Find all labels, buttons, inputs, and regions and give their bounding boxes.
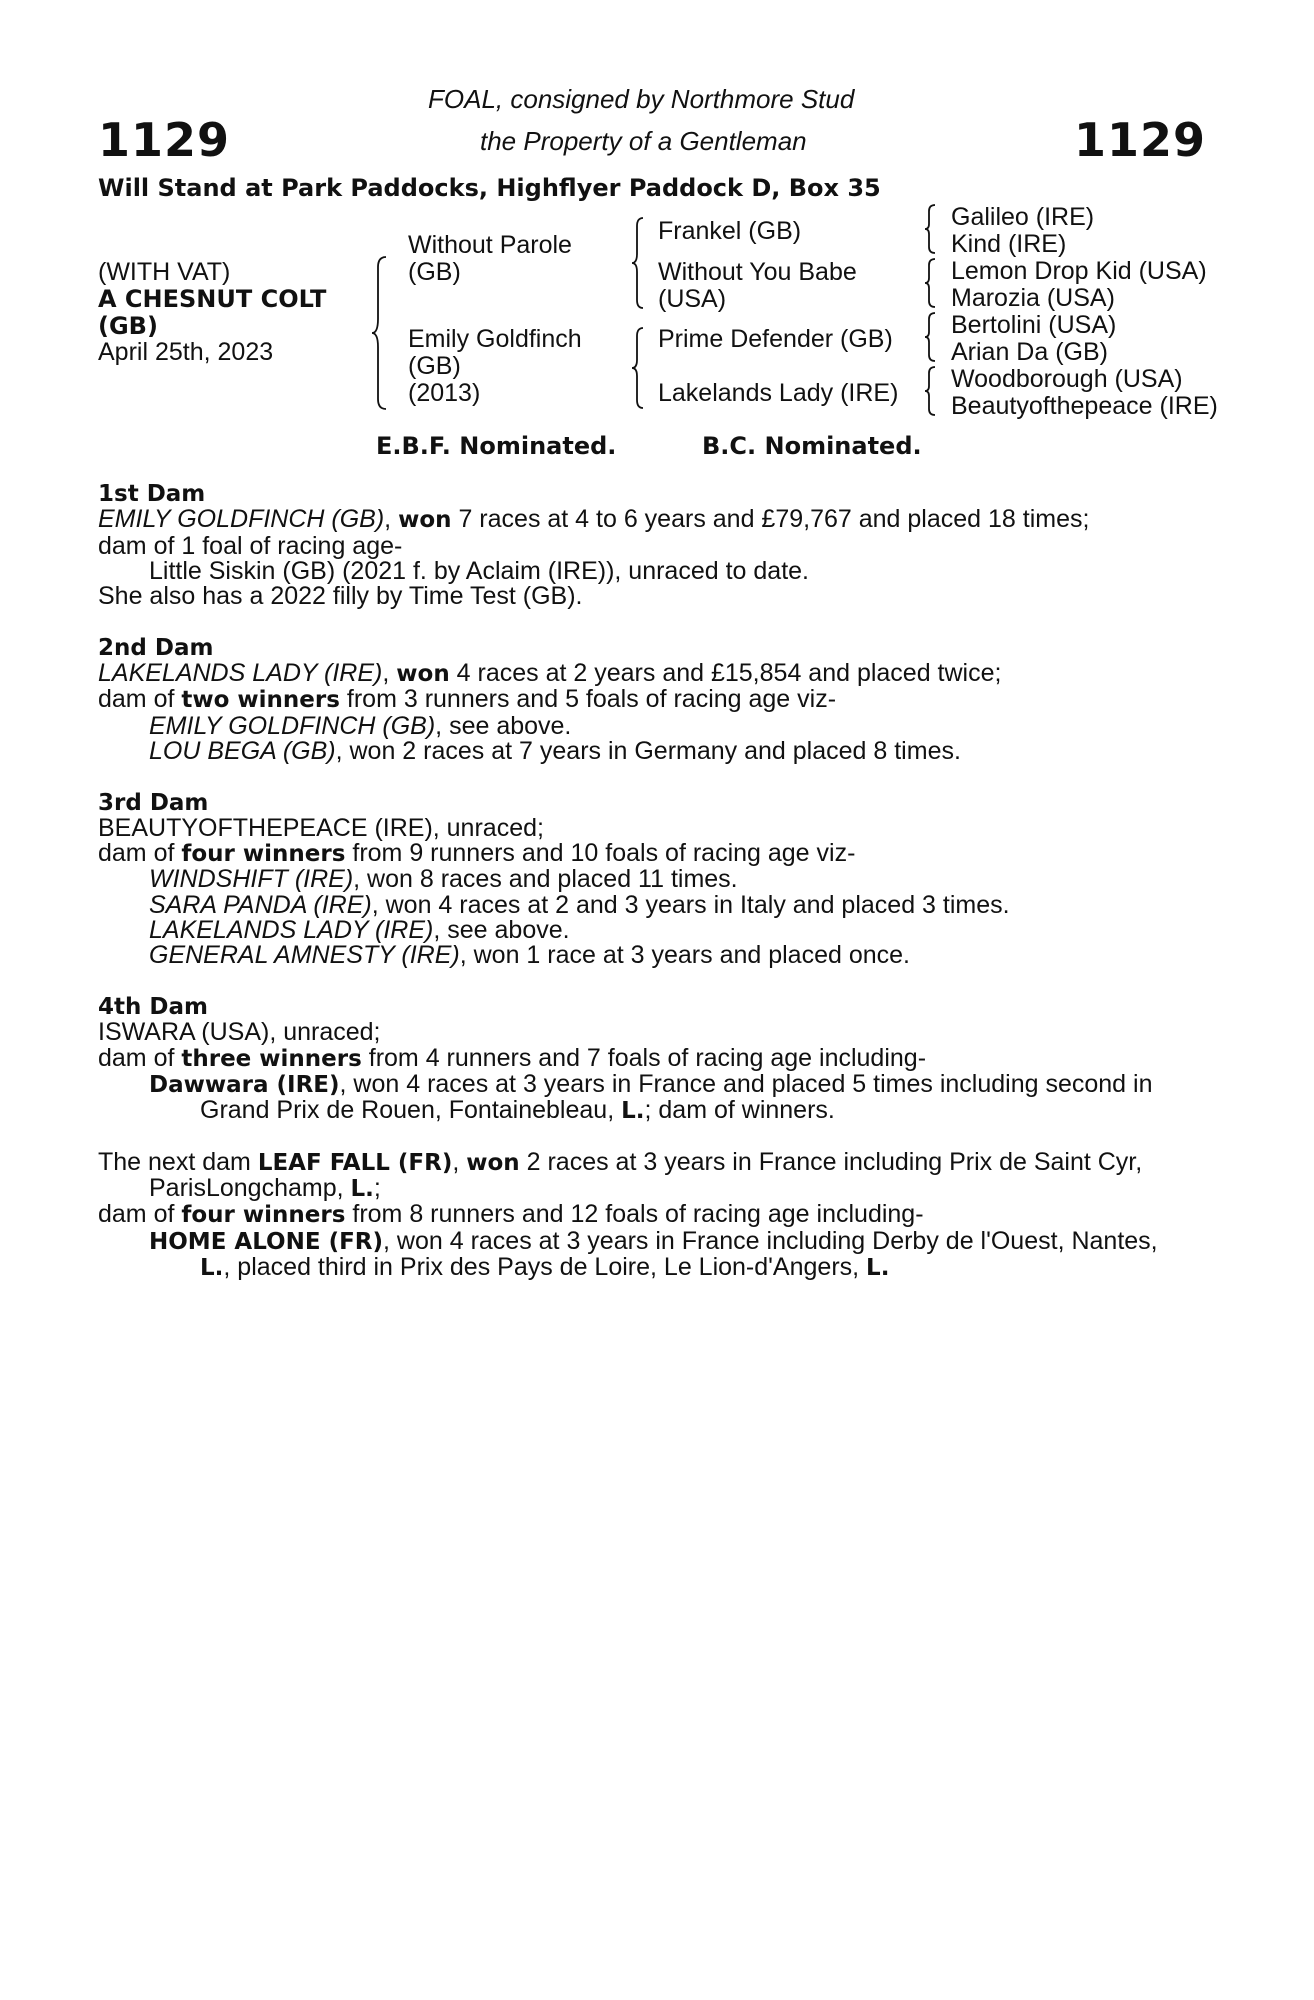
dam-year: (2013) [408, 379, 481, 407]
consignor-line: FOAL, consigned by Northmore Stud [428, 84, 855, 114]
fourth-dam-heading: 4th Dam [98, 993, 208, 1020]
lot-name-line1: A CHESNUT COLT [98, 285, 327, 313]
third-dam-produce: GENERAL AMNESTY (IRE), won 1 race at 3 years and placed once. [149, 941, 910, 970]
second-dam-line: dam of two winners from 3 runners and 5 foals of racing age viz- [98, 685, 837, 714]
first-dam-line: She also has a 2022 filly by Time Test (GB). [98, 582, 583, 611]
third-dam-produce: LAKELANDS LADY (IRE), see above. [149, 916, 570, 945]
lot-number-right: 1129 [1073, 113, 1206, 167]
brace-gen3-4 [923, 365, 937, 417]
gen3-ancestor: Bertolini (USA) [951, 311, 1117, 339]
produce-record [98, 481, 1258, 1281]
third-dam-line: BEAUTYOFTHEPEACE (IRE), unraced; [98, 813, 544, 842]
gen3-ancestor: Galileo (IRE) [951, 203, 1095, 231]
second-dam-heading: 2nd Dam [98, 634, 214, 661]
brace-gen3-3 [923, 311, 937, 363]
property-line: the Property of a Gentleman [480, 126, 807, 156]
first-dam-line: EMILY GOLDFINCH (GB), won 7 races at 4 to 6 years and £79,767 and placed 18 times; [98, 505, 1090, 534]
ebf-nomination: E.B.F. Nominated. [376, 432, 617, 460]
first-dam-line: dam of 1 foal of racing age- [98, 531, 403, 560]
lot-number-left: 1129 [98, 113, 231, 167]
third-dam-produce: SARA PANDA (IRE), won 4 races at 2 and 3 years in Italy and placed 3 times. [149, 890, 1010, 919]
brace-gen3-2 [923, 257, 937, 309]
next-dam-produce: L., placed third in Prix des Pays de Loire, Le Lion-d'Angers, L. [200, 1252, 890, 1281]
second-dam-produce: LOU BEGA (GB), won 2 races at 7 years in Germany and placed 8 times. [149, 736, 961, 765]
fourth-dam-line: dam of three winners from 4 runners and 7 foals of racing age including- [98, 1043, 927, 1072]
sire-dam-name: Without You Babe [658, 258, 857, 286]
sire-country: (GB) [408, 258, 461, 286]
gen3-ancestor: Woodborough (USA) [951, 365, 1183, 393]
sire-name: Without Parole [408, 231, 572, 259]
gen3-ancestor: Kind (IRE) [951, 230, 1067, 258]
brace-gen1 [370, 255, 390, 411]
first-dam-produce: Little Siskin (GB) (2021 f. by Aclaim (IRE)), unraced to date. [149, 556, 809, 585]
sire-sire: Frankel (GB) [658, 217, 802, 245]
fourth-dam-line: ISWARA (USA), unraced; [98, 1018, 381, 1047]
gen3-ancestor: Arian Da (GB) [951, 338, 1108, 366]
second-dam-produce: EMILY GOLDFINCH (GB), see above. [149, 711, 572, 740]
gen3-ancestor: Marozia (USA) [951, 284, 1115, 312]
second-dam-line: LAKELANDS LADY (IRE), won 4 races at 2 years and £15,854 and placed twice; [98, 659, 1002, 688]
fourth-dam-produce: Grand Prix de Rouen, Fontainebleau, L.; dam of winners. [200, 1096, 835, 1125]
stand-location: Will Stand at Park Paddocks, Highflyer Paddock D, Box 35 [98, 174, 881, 202]
foaling-date: April 25th, 2023 [98, 338, 274, 366]
bc-nomination: B.C. Nominated. [702, 432, 922, 460]
next-dam-produce: HOME ALONE (FR), won 4 races at 3 years in France including Derby de l'Ouest, Nantes, [149, 1226, 1158, 1255]
dam-name: Emily Goldfinch [408, 325, 582, 353]
dam-dam: Lakelands Lady (IRE) [658, 379, 899, 407]
gen3-ancestor: Beautyofthepeace (IRE) [951, 392, 1218, 420]
vat-label: (WITH VAT) [98, 258, 231, 286]
gen3-ancestor: Lemon Drop Kid (USA) [951, 257, 1207, 285]
brace-gen2-top [630, 216, 646, 310]
dam-country: (GB) [408, 352, 461, 380]
third-dam-produce: WINDSHIFT (IRE), won 8 races and placed 11 times. [149, 865, 738, 894]
lot-name-line2: (GB) [98, 312, 158, 340]
next-dam-line: ParisLongchamp, L.; [149, 1174, 381, 1203]
brace-gen3-1 [923, 203, 937, 255]
next-dam-line: The next dam LEAF FALL (FR), won 2 races at 3 years in France including Prix de Saint Cyr, [98, 1147, 1143, 1176]
fourth-dam-produce: Dawwara (IRE), won 4 races at 3 years in France and placed 5 times including second in [149, 1069, 1153, 1098]
next-dam-line: dam of four winners from 8 runners and 12 foals of racing age including- [98, 1200, 924, 1229]
sire-dam-country: (USA) [658, 285, 727, 313]
dam-sire: Prime Defender (GB) [658, 325, 893, 353]
brace-gen2-bottom [630, 326, 646, 410]
third-dam-line: dam of four winners from 9 runners and 10 foals of racing age viz- [98, 839, 856, 868]
third-dam-heading: 3rd Dam [98, 789, 209, 816]
first-dam-heading: 1st Dam [98, 481, 206, 507]
